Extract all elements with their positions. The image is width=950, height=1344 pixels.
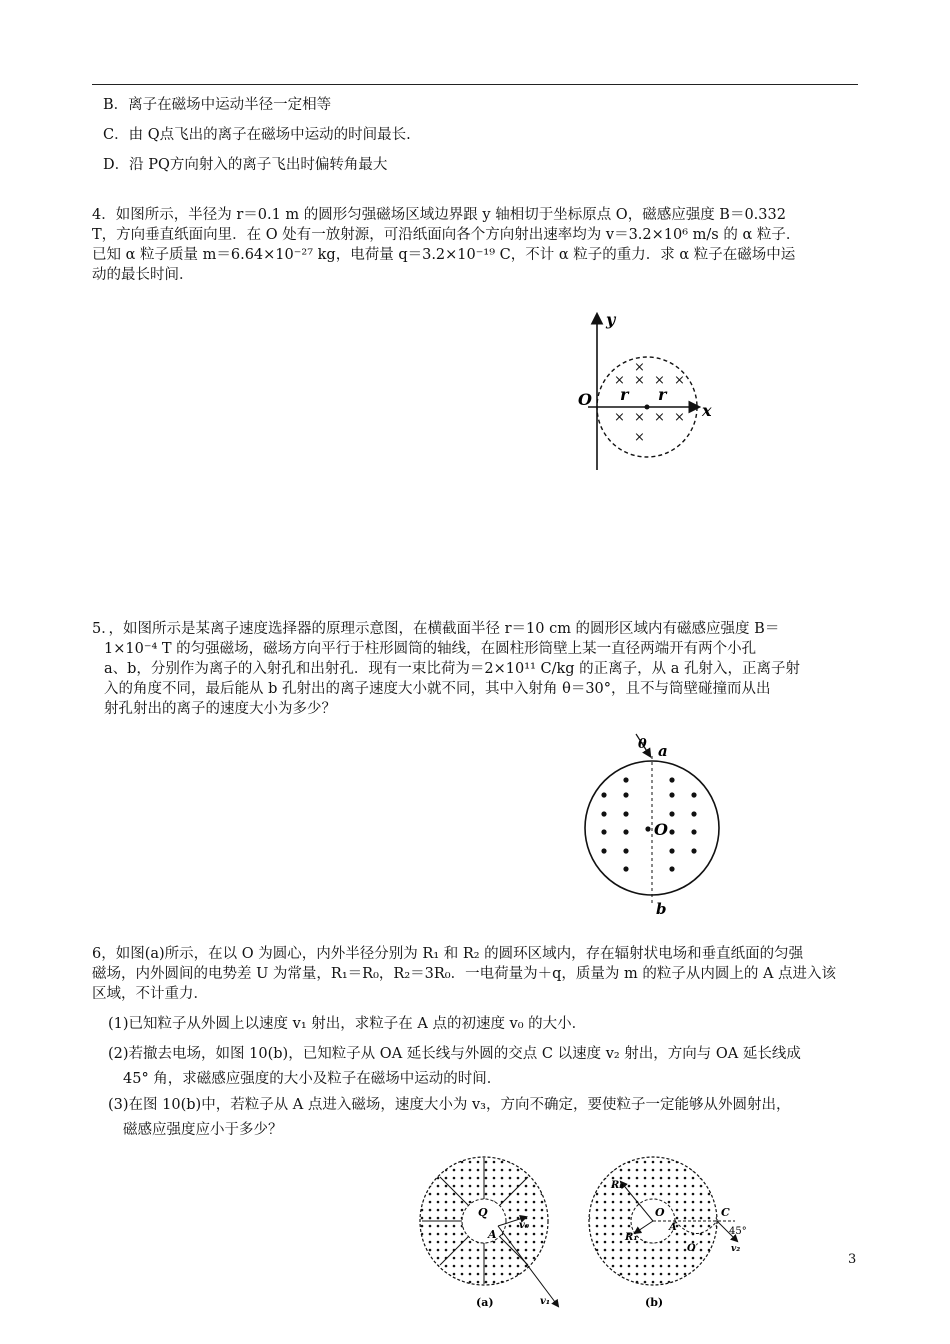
q6-sub3a: (3)在图 10(b)中，若粒子从 A 点进入磁场，速度大小为 v₃，方向不确定，要使粒子一定能够从外圆射出， <box>108 1097 791 1113</box>
q6-sub2b: 45° 角，求磁感应强度的大小及粒子在磁场中运动的时间． <box>123 1071 502 1087</box>
q4-line2: T，方向垂直纸面向里．在 O 处有一放射源，可沿纸面向各个方向射出速率均为 v＝3.2×10⁶ m/s 的 α 粒子． <box>92 227 801 243</box>
q5-line2: 1×10⁻⁴ T 的匀强磁场，磁场方向平行于柱形圆筒的轴线，在圆柱形筒壁上某一直径两端开有两个小孔 <box>104 641 757 657</box>
field-mark: × <box>614 410 625 425</box>
v0-label: v₀ <box>519 1220 530 1231</box>
page-number: 3 <box>848 1252 857 1267</box>
angle-label: 45° <box>729 1226 747 1237</box>
q6-sub3b: 磁感应强度应小于多少？ <box>123 1122 283 1138</box>
field-mark: × <box>634 430 645 445</box>
q5-line4: 入的角度不同，最后能从 b 孔射出的离子速度大小就不同，其中入射角 θ＝30°，且不与筒壁碰撞而从出 <box>104 681 771 697</box>
q4-line3: 已知 α 粒子质量 m＝6.64×10⁻²⁷ kg，电荷量 q＝3.2×10⁻¹⁹ C，不计 α 粒子的重力．求 α 粒子在磁场中运 <box>92 247 796 263</box>
q6-figure-b <box>585 1150 775 1310</box>
figure-b-caption: (b) <box>645 1296 664 1309</box>
center-dot <box>645 405 650 410</box>
field-mark: × <box>634 373 645 388</box>
q5-figure <box>580 728 730 918</box>
radius-label-right: r <box>658 385 667 404</box>
r1-label: R₁ <box>625 1232 638 1243</box>
point-a-label: A <box>669 1222 677 1233</box>
origin-label: O <box>578 390 592 409</box>
point-a-label: A <box>488 1228 497 1241</box>
field-mark: × <box>654 373 665 388</box>
header-rule <box>92 84 858 85</box>
x-label: x <box>702 401 712 420</box>
q6-figure-a <box>418 1150 568 1310</box>
field-mark: × <box>674 373 685 388</box>
center-o2-label: O′ <box>687 1243 699 1254</box>
point-c-label: C <box>721 1206 730 1219</box>
r2-label: R₂ <box>611 1180 624 1191</box>
hole-b-label: b <box>656 900 667 918</box>
option-b: B．离子在磁场中运动半径一定相等 <box>103 97 332 113</box>
q5-line5: 射孔射出的离子的速度大小为多少？ <box>104 701 336 717</box>
q4-figure <box>570 305 730 475</box>
q5-line3: a、b，分别作为离子的入射孔和出射孔．现有一束比荷为＝2×10¹¹ C/kg 的正离子，从 a 孔射入，正离子射 <box>104 661 801 677</box>
q6-line2: 磁场，内外圆间的电势差 U 为常量，R₁＝R₀，R₂＝3R₀．一电荷量为＋q，质量为 m 的粒子从内圆上的 A 点进入该 <box>92 966 837 982</box>
field-mark: × <box>634 360 645 375</box>
q6-line1: 6，如图(a)所示，在以 O 为圆心，内外半径分别为 R₁ 和 R₂ 的圆环区域内，存在辐射状电场和垂直纸面的匀强 <box>92 946 804 962</box>
option-c: C．由 Q点飞出的离子在磁场中运动的时间最长. <box>103 127 411 143</box>
field-mark: × <box>634 410 645 425</box>
hole-a-label: a <box>658 742 668 760</box>
y-label: y <box>606 310 616 329</box>
q6-sub2a: (2)若撤去电场，如图 10(b)，已知粒子从 OA 延长线与外圆的交点 C 以速度 v₂ 射出，方向与 OA 延长线成 <box>108 1046 801 1062</box>
q6-line3: 区域，不计重力． <box>92 986 208 1002</box>
v1-label: v₁ <box>540 1296 551 1307</box>
option-d: D．沿 PQ方向射入的离子飞出时偏转角最大 <box>103 157 388 173</box>
v2-label: v₂ <box>731 1244 741 1254</box>
theta-label: θ <box>638 737 647 752</box>
field-mark: × <box>614 373 625 388</box>
q4-line1: 4．如图所示，半径为 r＝0.1 m 的圆形匀强磁场区域边界跟 y 轴相切于坐标原点 O，磁感应强度 B＝0.332 <box>92 207 786 223</box>
center-label: O <box>654 820 668 839</box>
center-q-label: Q <box>478 1206 488 1219</box>
q4-line4: 动的最长时间． <box>92 267 194 283</box>
radius-label-left: r <box>620 385 629 404</box>
field-mark: × <box>654 410 665 425</box>
figure-a-caption: (a) <box>476 1296 494 1309</box>
center-o-label: O <box>655 1206 665 1219</box>
q6-sub1: (1)已知粒子从外圆上以速度 v₁ 射出，求粒子在 A 点的初速度 v₀ 的大小． <box>108 1016 587 1032</box>
q5-line1: 5．，如图所示是某离子速度选择器的原理示意图，在横截面半径 r＝10 cm 的圆形区域内有磁感应强度 B＝ <box>92 621 780 637</box>
field-mark: × <box>674 410 685 425</box>
